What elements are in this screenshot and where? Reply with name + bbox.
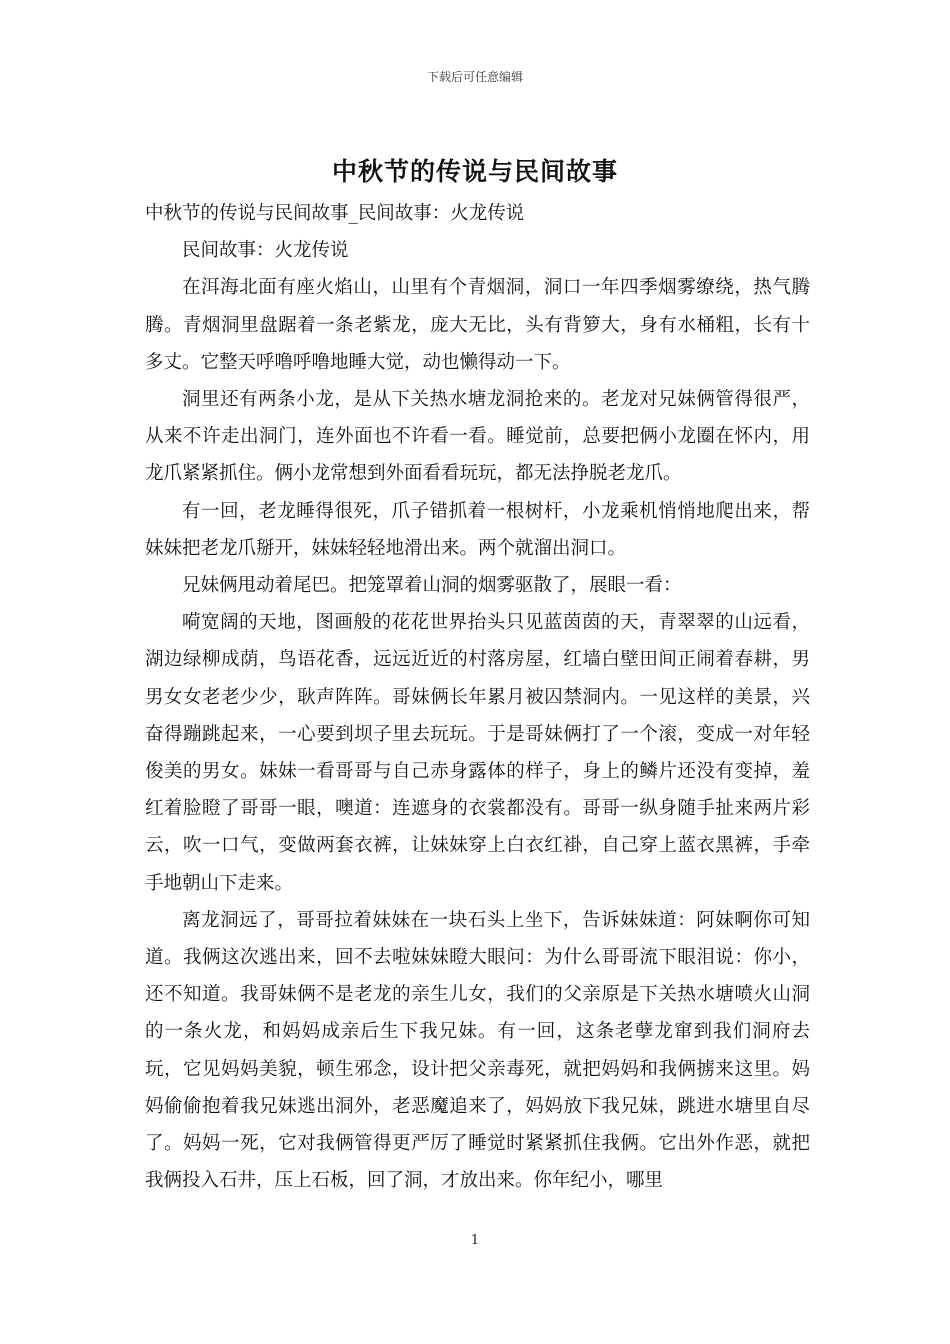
document-body <box>145 195 810 1199</box>
paragraph: 离龙洞远了，哥哥拉着妹妹在一块石头上坐下，告诉妹妹道：阿妹啊你可知道。我俩这次逃出来，回不去啦妹妹瞪大眼问：为什么哥哥流下眼泪说：你小，还不知道。我哥妹俩不是老龙的亲生儿女，我们的父亲原是下关热水塘喷火山洞的一条火龙，和妈妈成亲后生下我兄妹。有一回，这条老孽龙窜到我们洞府去玩，它见妈妈美貌，顿生邪念，设计把父亲毒死，就把妈妈和我俩掳来这里。妈妈偷偷抱着我兄妹逃出洞外，老恶魔追来了，妈妈放下我兄妹，跳进水塘里自尽了。妈妈一死，它对我俩管得更严厉了睡觉时紧紧抓住我俩。它出外作恶，就把我俩投入石井，压上石板，回了洞，才放出来。你年纪小，哪里 <box>145 909 810 1192</box>
paragraph-story-heading: 民间故事：火龙传说 <box>182 240 349 262</box>
document-title: 中秋节的传说与民间故事 <box>331 157 618 186</box>
paragraph: 有一回，老龙睡得很死，爪子错抓着一根树杆，小龙乘机悄悄地爬出来，帮妹妹把老龙爪掰开，妹妹轻轻地滑出来。两个就溜出洞口。 <box>145 500 810 559</box>
page-number: 1 <box>470 1233 480 1248</box>
paragraph-subtitle: 中秋节的传说与民间故事_民间故事：火龙传说 <box>145 203 525 224</box>
header-note: 下载后可任意编辑 <box>426 70 523 84</box>
paragraph: 在洱海北面有座火焰山，山里有个青烟洞，洞口一年四季烟雾缭绕，热气腾腾。青烟洞里盘踞着一条老紫龙，庞大无比，头有背箩大，身有水桶粗，长有十多丈。它整天呼噜呼噜地睡大觉，动也懒得动一下。 <box>145 277 810 373</box>
paragraph: 兄妹俩甩动着尾巴。把笼罩着山洞的烟雾驱散了，展眼一看： <box>182 575 682 597</box>
paragraph: 嗬宽阔的天地，图画般的花花世界抬头只见蓝茵茵的天，青翠翠的山远看，湖边绿柳成荫，鸟语花香，远远近近的村落房屋，红墙白壁田间正闹着春耕，男男女女老老少少，耿声阵阵。哥妹俩长年累月被囚禁洞内。一见这样的美景，兴奋得蹦跳起来，一心要到坝子里去玩玩。于是哥妹俩打了一个滚，变成一对年轻俊美的男女。妹妹一看哥哥与自己赤身露体的样子，身上的鳞片还没有变掉，羞红着脸瞪了哥哥一眼，噢道：连遮身的衣裳都没有。哥哥一纵身随手扯来两片彩云，吹一口气，变做两套衣裤，让妹妹穿上白衣红褂，自己穿上蓝衣黑裤，手牵手地朝山下走来。 <box>145 612 810 894</box>
paragraph: 洞里还有两条小龙，是从下关热水塘龙洞抢来的。老龙对兄妹俩管得很严，从来不许走出洞门，连外面也不许看一看。睡觉前，总要把俩小龙圈在怀内，用龙爪紧紧抓住。俩小龙常想到外面看看玩玩，都无法挣脱老龙爪。 <box>145 389 810 485</box>
